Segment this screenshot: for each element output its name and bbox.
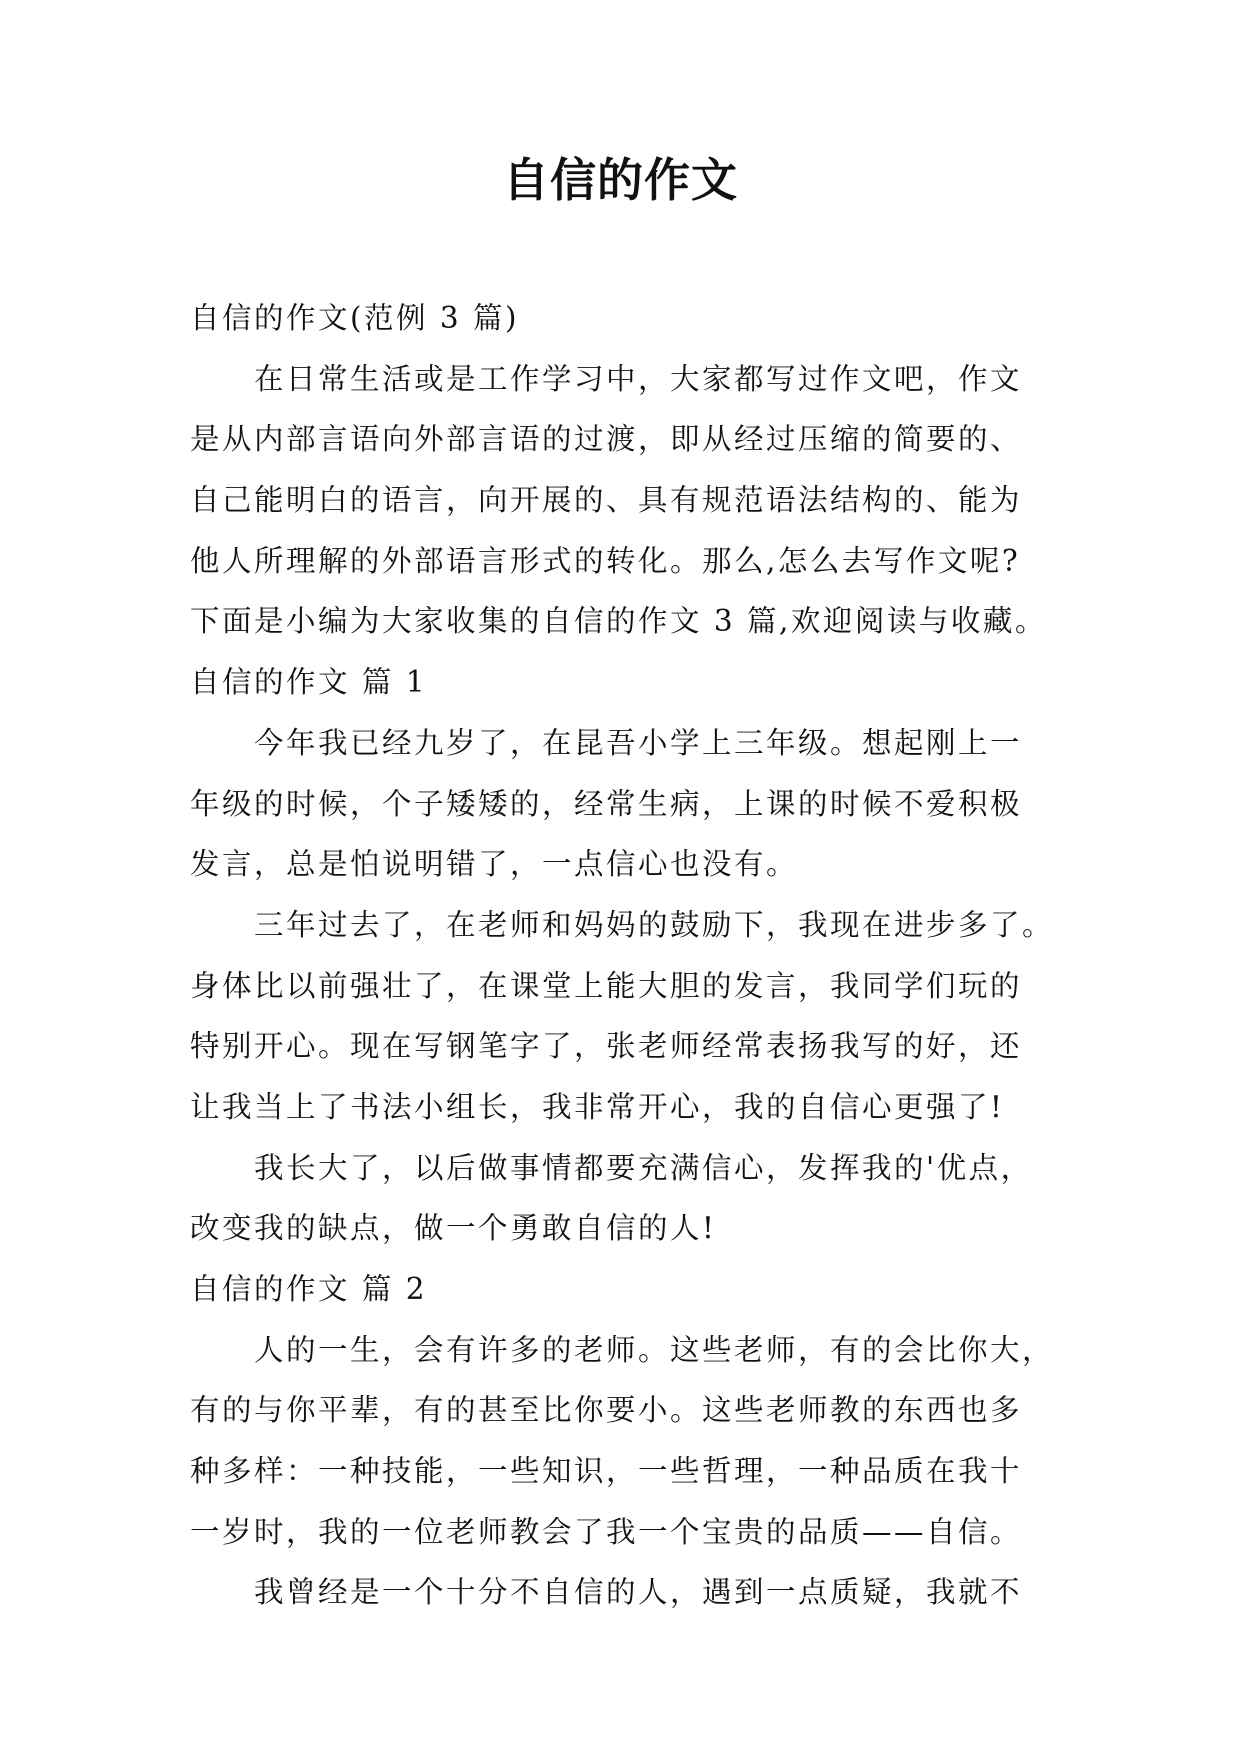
text-line: 自信的作文(范例 3 篇): [190, 301, 520, 335]
text-line: 下面是小编为大家收集的自信的作文 3 篇,欢迎阅读与收藏。: [190, 604, 1047, 639]
document-body: [190, 288, 1090, 1623]
text-line: 是从内部言语向外部言语的过渡，即从经过压缩的简要的、: [190, 422, 1023, 457]
paragraph-first-line: 人的一生，会有许多的老师。这些老师，有的会比你大，: [254, 1332, 1055, 1367]
text-line: 他人所理解的外部语言形式的转化。那么,怎么去写作文呢?: [190, 543, 1021, 578]
text-line: 自信的作文 篇 1: [190, 665, 428, 700]
text-line: 发言，总是怕说明错了，一点信心也没有。: [190, 847, 799, 882]
text-line: 自己能明白的语言，向开展的、具有规范语法结构的、能为: [190, 483, 1023, 518]
text-line: 一岁时，我的一位老师教会了我一个宝贵的品质——自信。: [190, 1514, 1023, 1549]
text-line: 改变我的缺点，做一个勇敢自信的人!: [190, 1211, 717, 1246]
paragraph-first-line: 我曾经是一个十分不自信的人，遇到一点质疑，我就不: [254, 1575, 1023, 1610]
text-line: 身体比以前强壮了，在课堂上能大胆的发言，我同学们玩的: [190, 968, 1023, 1003]
text-line: 有的与你平辈，有的甚至比你要小。这些老师教的东西也多: [190, 1393, 1023, 1428]
text-line: 让我当上了书法小组长，我非常开心，我的自信心更强了!: [190, 1089, 1005, 1124]
text-line: 特别开心。现在写钢笔字了，张老师经常表扬我写的好，还: [190, 1029, 1023, 1064]
paragraph-first-line: 在日常生活或是工作学习中，大家都写过作文吧，作文: [254, 361, 1023, 396]
text-line: 自信的作文 篇 2: [190, 1272, 428, 1306]
paragraph-first-line: 三年过去了，在老师和妈妈的鼓励下，我现在进步多了。: [254, 907, 1055, 942]
text-line: 种多样：一种技能，一些知识，一些哲理，一种品质在我十: [190, 1454, 1023, 1489]
text-line: 年级的时候，个子矮矮的，经常生病，上课的时候不爱积极: [190, 786, 1023, 821]
paragraph-first-line: 今年我已经九岁了，在昆吾小学上三年级。想起刚上一: [254, 725, 1023, 760]
document-title: 自信的作文: [503, 153, 738, 207]
paragraph-first-line: 我长大了，以后做事情都要充满信心，发挥我的'优点，: [254, 1150, 1033, 1185]
